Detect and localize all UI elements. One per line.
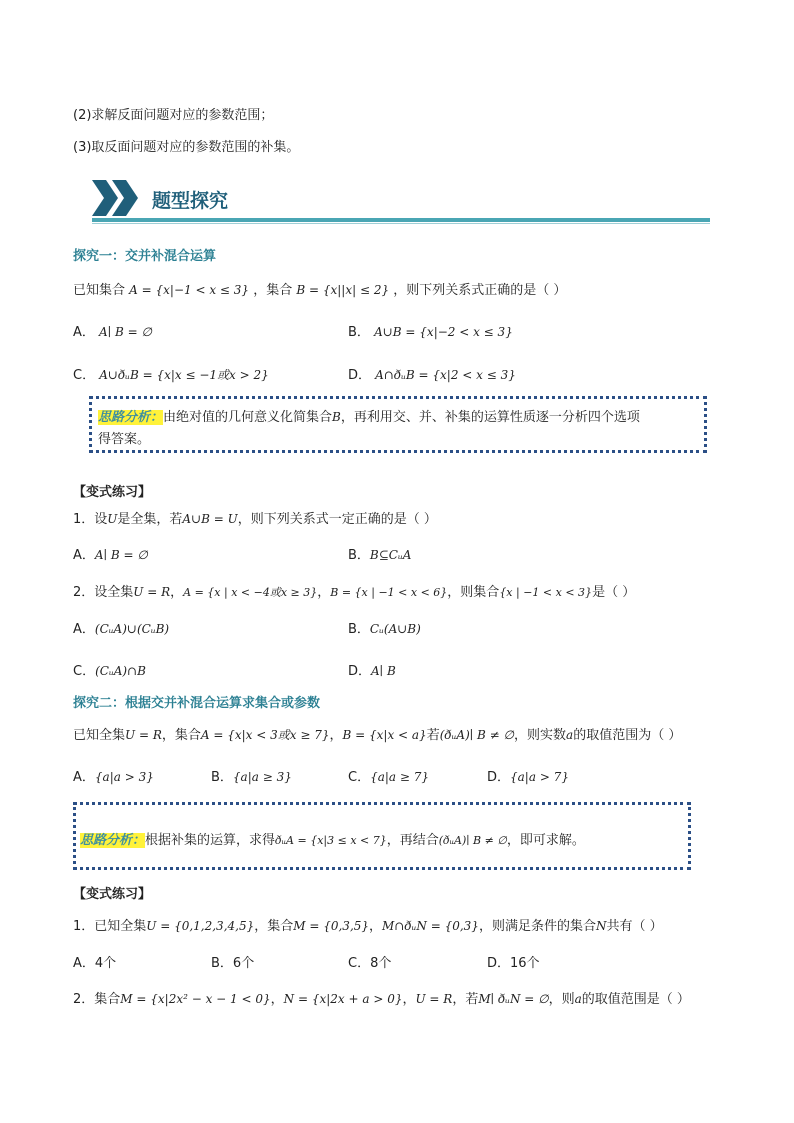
exercise2-q1-option-a: A．4个 bbox=[73, 956, 117, 971]
option-label: D． bbox=[487, 770, 511, 785]
section2-option-a bbox=[73, 766, 154, 785]
text: ， bbox=[270, 992, 284, 1007]
option-label: C． bbox=[73, 368, 96, 383]
banner-underline bbox=[92, 218, 710, 222]
text: 是全集，若 bbox=[117, 512, 183, 527]
exercise1-q2-option-b bbox=[348, 618, 421, 637]
math: A = {x|x < 3或x ≥ 7} bbox=[200, 728, 330, 742]
option-math: {a|a ≥ 3} bbox=[232, 770, 292, 784]
text: 已知集合 bbox=[73, 283, 126, 298]
section1-option-c bbox=[73, 364, 269, 383]
math: a bbox=[566, 728, 574, 742]
section2-option-b bbox=[211, 766, 292, 785]
text: ， bbox=[402, 992, 416, 1007]
math: B = {x | −1 < x < 6} bbox=[330, 586, 448, 599]
exercise1-q2 bbox=[73, 581, 635, 600]
exercise2-q1-option-d: D．16个 bbox=[487, 956, 540, 971]
math: (ðᵤA)∣ B ≠ ∅ bbox=[439, 728, 515, 742]
text: 根据补集的运算，求得 bbox=[145, 833, 276, 848]
text: 2．设全集 bbox=[73, 585, 134, 600]
double-chevron-icon bbox=[92, 178, 142, 218]
exercise1-q2-option-d bbox=[348, 660, 396, 679]
math: B bbox=[332, 410, 341, 424]
intro-line-3: (3)取反面问题对应的参数范围的补集。 bbox=[73, 140, 300, 155]
option-label: B． bbox=[348, 622, 370, 637]
math: (ðᵤA)∣ B ≠ ∅ bbox=[438, 834, 507, 847]
exercise2-q1 bbox=[73, 915, 663, 934]
math: U = R bbox=[415, 992, 453, 1006]
option-math: (CᵤA)∩B bbox=[95, 664, 146, 678]
banner-underline-thin bbox=[92, 223, 710, 224]
exercise1-q2-option-a bbox=[73, 618, 169, 637]
text: 是（ ） bbox=[592, 585, 636, 600]
option-label: A． bbox=[73, 622, 95, 637]
math: A∪B = U bbox=[182, 512, 238, 526]
text: ，则满足条件的集合 bbox=[478, 919, 596, 934]
exercise1-title: 【变式练习】 bbox=[73, 485, 152, 500]
section2-hint-box bbox=[73, 802, 691, 870]
section1-option-a bbox=[73, 321, 152, 340]
option-math: A∣ B = ∅ bbox=[99, 325, 152, 339]
text: ，则 bbox=[548, 992, 575, 1007]
option-math: A∣ B = ∅ bbox=[94, 548, 148, 562]
math: M∩ðᵤN = {0,3} bbox=[382, 919, 479, 933]
text: ，则下列关系式正确的是（ ） bbox=[393, 283, 567, 298]
text: ，集合 bbox=[253, 283, 293, 298]
option-math: {a|a > 7} bbox=[510, 770, 569, 784]
banner-title: 题型探究 bbox=[152, 190, 229, 212]
option-label: B． bbox=[348, 325, 370, 340]
section1-option-d bbox=[348, 364, 516, 383]
text: ，再利用交、并、补集的运算性质逐一分析四个选项 bbox=[340, 410, 640, 425]
text: ， bbox=[369, 919, 383, 934]
hint-label: 思路分析： bbox=[98, 410, 164, 425]
intro-line-2: (2)求解反面问题对应的参数范围； bbox=[73, 108, 274, 123]
text: ，若 bbox=[452, 992, 479, 1007]
option-label: D． bbox=[348, 368, 372, 383]
text: ，则下列关系式一定正确的是（ ） bbox=[237, 512, 437, 527]
hint-line-1 bbox=[98, 406, 640, 425]
math: M = {0,3,5} bbox=[293, 919, 370, 933]
math: {x | −1 < x < 3} bbox=[499, 586, 593, 599]
text: 2．集合 bbox=[73, 992, 121, 1007]
text: 的取值范围是（ ） bbox=[581, 992, 690, 1007]
section1-title: 探究一：交并补混合运算 bbox=[73, 249, 217, 264]
option-math: A∣ B bbox=[371, 664, 396, 678]
set-b-expr: B = {x||x| ≤ 2} bbox=[296, 283, 390, 297]
section1-option-b bbox=[348, 321, 513, 340]
exercise1-q2-option-c bbox=[73, 660, 146, 679]
section2-option-d bbox=[487, 766, 569, 785]
option-math: Cᵤ(A∪B) bbox=[369, 622, 421, 636]
exercise1-q1-option-b bbox=[348, 544, 411, 563]
hint-line bbox=[80, 829, 585, 848]
option-label: A． bbox=[73, 548, 95, 563]
section1-hint-box bbox=[89, 396, 707, 453]
math: M = {x|2x² − x − 1 < 0} bbox=[120, 992, 271, 1006]
exercise2-title: 【变式练习】 bbox=[73, 887, 152, 902]
option-math: {a|a > 3} bbox=[94, 770, 154, 784]
text: ，集合 bbox=[254, 919, 294, 934]
hint-label: 思路分析： bbox=[80, 833, 146, 848]
text: ，则集合 bbox=[447, 585, 500, 600]
text: ， bbox=[170, 585, 184, 600]
option-label: A． bbox=[73, 325, 95, 340]
text: 1．已知全集 bbox=[73, 919, 147, 934]
option-label: B． bbox=[348, 548, 370, 563]
text: ，则实数 bbox=[514, 728, 567, 743]
text: ，即可求解。 bbox=[506, 833, 585, 848]
option-math: A∪B = {x|−2 < x ≤ 3} bbox=[374, 325, 513, 339]
option-label: C． bbox=[73, 664, 96, 679]
math: U bbox=[107, 512, 118, 526]
section2-option-c bbox=[348, 766, 429, 785]
option-label: D． bbox=[348, 664, 372, 679]
text: 的取值范围为（ ） bbox=[573, 728, 682, 743]
text: ，再结合 bbox=[386, 833, 439, 848]
exercise2-q2 bbox=[73, 988, 690, 1007]
math: A = {x | x < −4或x ≥ 3} bbox=[183, 586, 318, 599]
option-math: A∪ðᵤB = {x|x ≤ −1或x > 2} bbox=[99, 368, 269, 382]
section-banner bbox=[92, 178, 710, 224]
exercise2-q1-option-c: C．8个 bbox=[348, 956, 392, 971]
section1-question bbox=[73, 279, 566, 298]
hint-line-2: 得答案。 bbox=[98, 432, 151, 447]
math: M∣ ðᵤN = ∅ bbox=[478, 992, 549, 1006]
math: N bbox=[595, 919, 607, 933]
text: 由绝对值的几何意义化简集合 bbox=[163, 410, 333, 425]
option-math: A∩ðᵤB = {x|2 < x ≤ 3} bbox=[375, 368, 516, 382]
option-label: A． bbox=[73, 770, 95, 785]
exercise1-q1 bbox=[73, 508, 437, 527]
option-label: B． bbox=[211, 770, 233, 785]
option-math: B⊆CᵤA bbox=[369, 548, 412, 562]
text: 已知全集 bbox=[73, 728, 126, 743]
set-a-expr: A = {x|−1 < x ≤ 3} bbox=[129, 283, 250, 297]
math: U = R bbox=[133, 585, 171, 599]
math: U = R bbox=[125, 728, 162, 742]
math: B = {x|x < a} bbox=[342, 728, 427, 742]
option-math: (CᵤA)∪(CᵤB) bbox=[94, 622, 170, 636]
math: N = {x|2x + a > 0} bbox=[283, 992, 403, 1006]
text: 共有（ ） bbox=[606, 919, 663, 934]
math: a bbox=[574, 992, 582, 1006]
text: ， bbox=[317, 585, 331, 600]
option-math: {a|a ≥ 7} bbox=[370, 770, 430, 784]
text: 1．设 bbox=[73, 512, 108, 527]
section2-question bbox=[73, 724, 681, 743]
text: 若 bbox=[426, 728, 440, 743]
text: ，集合 bbox=[161, 728, 201, 743]
math: U = {0,1,2,3,4,5} bbox=[146, 919, 255, 933]
exercise1-q1-option-a bbox=[73, 544, 148, 563]
math: ðᵤA = {x|3 ≤ x < 7} bbox=[275, 834, 387, 847]
option-label: C． bbox=[348, 770, 371, 785]
section2-title: 探究二：根据交并补混合运算求集合或参数 bbox=[73, 696, 321, 711]
text: ， bbox=[329, 728, 343, 743]
exercise2-q1-option-b: B．6个 bbox=[211, 956, 255, 971]
